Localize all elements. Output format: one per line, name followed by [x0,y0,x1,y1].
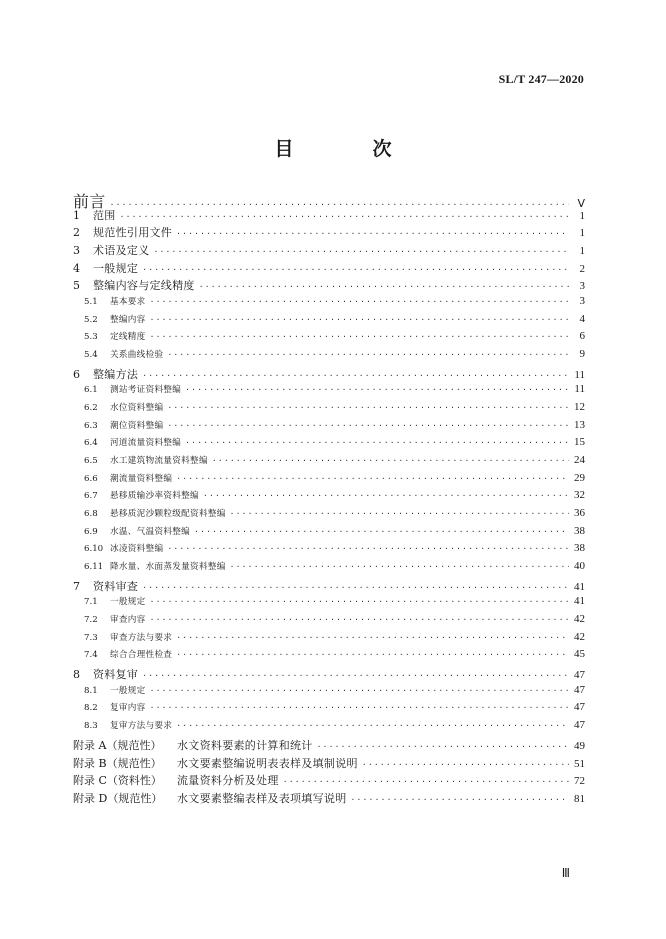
toc-entry-number: 1 [73,208,80,222]
toc-entry-page: 12 [574,401,585,414]
toc-entry[interactable] [73,366,585,384]
toc-entry-page: 11 [574,368,585,381]
toc-entry-title: 水文要素整编表样及表项填写说明 [177,791,347,805]
toc-entry-page: 2 [579,262,585,275]
toc-entry-title: 整编内容与定线精度 [93,279,195,293]
dot-leader [203,491,569,500]
dot-leader [150,332,569,341]
toc-entry-page: 1 [579,227,585,240]
toc-entry-title: 综合合理性检查 [110,650,173,661]
toc-entry-title: 审查内容 [110,615,146,626]
toc-entry[interactable] [73,666,585,684]
toc-entry-title: 水文资料要素的计算和统计 [177,738,313,752]
toc-entry-number: 8.2 [84,703,98,714]
toc-entry[interactable] [73,719,585,737]
dot-leader [150,703,569,712]
toc-entry-number: 6.7 [84,491,98,502]
toc-entry-page: 81 [574,792,585,805]
toc-entry[interactable] [73,631,585,649]
toc-entry-page: 24 [574,454,585,467]
toc-entry-number: 6.2 [84,403,98,414]
toc-entry[interactable] [73,383,585,401]
toc-entry[interactable] [73,436,585,454]
toc-entry-title: 资料复审 [93,668,139,682]
toc-entry-number: 3 [73,244,80,258]
dot-leader [167,421,569,430]
toc-entry-page: 42 [574,630,585,643]
dot-leader [150,615,569,624]
toc-entry-title: 悬移质输沙率资料整编 [110,491,199,502]
dot-leader [142,265,569,274]
toc-entry-number: 7.2 [84,615,98,626]
toc-entry[interactable] [73,260,585,278]
toc-entry-number: 5.2 [84,314,98,325]
toc-entry-number: 6.10 [84,544,104,555]
toc-entry-number: 6.3 [84,420,98,431]
toc-entry[interactable] [73,701,585,719]
toc-entry-number: 4 [73,261,80,275]
toc-entry[interactable] [73,578,585,596]
toc-entry-title: 潮流量资料整编 [110,473,173,484]
toc-entry-number: 6.1 [84,385,98,396]
dot-leader [150,597,569,606]
toc-entry-title: 复审内容 [110,703,146,714]
toc-entry-title: 一般规定 [110,685,146,696]
toc-entry[interactable] [73,595,585,613]
toc-entry[interactable] [73,542,585,560]
toc-entry-number: 6.9 [84,526,98,537]
dot-leader [167,544,569,553]
toc-entry[interactable] [73,507,585,525]
dot-leader [150,297,569,306]
dot-leader [142,583,569,592]
page-title: 目 次 [274,138,422,160]
dot-leader [142,371,569,380]
toc-entry-page: 3 [579,280,585,293]
toc-entry-page: 41 [574,580,585,593]
dot-leader [176,474,569,483]
toc-entry-title: 水工建筑物流量资料整编 [110,456,208,467]
toc-entry-title: 冰凌资料整编 [110,544,164,555]
toc-entry-title: 复审方法与要求 [110,721,173,732]
toc-entry-page: 47 [574,683,585,696]
dot-leader [142,671,569,680]
dot-leader [176,633,569,642]
toc-entry-page: 3 [579,295,585,308]
dot-leader [351,795,570,804]
dot-leader [110,200,569,209]
toc-entry-page: 47 [574,669,585,682]
toc-entry[interactable] [73,648,585,666]
toc-entry[interactable] [73,489,585,507]
dot-leader [283,777,569,786]
toc-entry-number: 6.6 [84,473,98,484]
toc-entry[interactable] [73,348,585,366]
dot-leader [167,403,569,412]
toc-entry-number: 附录 C（资料性） [73,774,162,788]
toc-entry-page: 6 [579,330,585,343]
toc-entry-page: 72 [574,775,585,788]
toc-entry[interactable] [73,224,585,242]
toc-entry[interactable] [73,613,585,631]
toc-entry-number: 6 [73,367,80,381]
dot-leader [199,282,569,291]
toc-entry-page: 9 [579,348,585,361]
dot-leader [185,438,569,447]
toc-entry[interactable] [73,207,585,225]
toc-entry-page: 11 [574,383,585,396]
dot-leader [362,760,569,769]
toc-entry-number: 7.3 [84,632,98,643]
toc-entry-page: 40 [574,560,585,573]
toc-entry-title: 测站考证资料整编 [110,385,182,396]
toc-entry-title: 流量资料分析及处理 [177,774,279,788]
toc-entry[interactable] [73,790,585,808]
toc-entry-page: 29 [574,471,585,484]
toc-entry-title: 潮位资料整编 [110,420,164,431]
toc-entry-title: 河道流量资料整编 [110,438,182,449]
dot-leader [176,721,569,730]
table-of-contents [73,189,585,808]
dot-leader [167,350,569,359]
toc-entry-page: 1 [579,209,585,222]
toc-entry-title: 审查方法与要求 [110,632,173,643]
toc-entry-title: 整编内容 [110,314,146,325]
toc-entry-number: 6.5 [84,456,98,467]
toc-entry[interactable] [73,419,585,437]
toc-entry-number: 6.11 [84,562,104,573]
dot-leader [176,229,569,238]
dot-leader [194,527,569,536]
dot-leader [154,247,570,256]
toc-entry-page: 38 [574,524,585,537]
document-code: SL/T 247—2020 [498,72,584,86]
dot-leader [150,686,569,695]
dot-leader [176,650,569,659]
toc-entry-page: 15 [574,436,585,449]
toc-entry-title: 前言 [73,192,106,211]
toc-entry[interactable] [73,330,585,348]
dot-leader [120,212,569,221]
toc-entry-number: 6.8 [84,509,98,520]
toc-entry-page: 41 [574,595,585,608]
toc-entry-number: 5 [73,279,80,293]
toc-entry[interactable] [73,295,585,313]
toc-entry[interactable] [73,684,585,702]
dot-leader [230,509,569,518]
toc-entry-title: 悬移质泥沙颗粒级配资料整编 [110,509,226,520]
dot-leader [212,456,569,465]
toc-entry[interactable] [73,189,585,211]
toc-entry-page: 38 [574,542,585,555]
toc-entry[interactable] [73,472,585,490]
toc-entry-page: Ⅴ [577,198,585,210]
toc-entry[interactable] [73,454,585,472]
toc-entry-title: 范围 [93,208,116,222]
toc-entry-page: 47 [574,719,585,732]
toc-entry[interactable] [73,525,585,543]
toc-entry-number: 附录 D（规范性） [73,791,163,805]
toc-entry-title: 一般规定 [93,261,139,275]
toc-entry-title: 定线精度 [110,332,146,343]
toc-entry-title: 关系曲线检验 [110,350,164,361]
toc-entry-page: 51 [574,757,585,770]
toc-entry[interactable] [73,772,585,790]
dot-leader [230,562,569,571]
toc-entry-number: 6.4 [84,438,98,449]
toc-entry-title: 水位资料整编 [110,403,164,414]
toc-entry[interactable] [73,560,585,578]
toc-entry-page: 45 [574,648,585,661]
toc-entry-title: 规范性引用文件 [93,226,173,240]
toc-entry-number: 5.1 [84,297,98,308]
toc-entry-number: 5.3 [84,332,98,343]
toc-entry-title: 降水量、水面蒸发量资料整编 [110,562,226,573]
toc-entry[interactable] [73,313,585,331]
toc-entry[interactable] [73,737,585,755]
toc-entry-page: 1 [579,245,585,258]
toc-entry-title: 整编方法 [93,367,139,381]
dot-leader [150,315,569,324]
toc-entry-number: 附录 B（规范性） [73,756,162,770]
dot-leader [317,742,569,751]
dot-leader [185,385,569,394]
toc-entry-page: 4 [579,312,585,325]
toc-entry-title: 术语及定义 [93,244,150,258]
toc-entry-number: 5.4 [84,350,98,361]
toc-entry-number: 8.1 [84,685,98,696]
toc-entry[interactable] [73,277,585,295]
toc-entry[interactable] [73,242,585,260]
toc-entry-title: 水温、气温资料整编 [110,526,191,537]
toc-entry-number: 7.4 [84,650,98,661]
page-number: Ⅲ [561,866,570,880]
toc-entry-page: 42 [574,613,585,626]
toc-entry-number: 8.3 [84,721,98,732]
toc-entry[interactable] [73,755,585,773]
toc-entry[interactable] [73,401,585,419]
toc-entry-page: 13 [574,418,585,431]
toc-entry-title: 水文要素整编说明表表样及填制说明 [177,756,358,770]
toc-entry-page: 36 [574,507,585,520]
toc-entry-number: 2 [73,226,80,240]
toc-entry-page: 49 [574,739,585,752]
toc-entry-title: 基本要求 [110,297,146,308]
toc-entry-page: 47 [574,701,585,714]
toc-entry-number: 7 [73,579,80,593]
toc-entry-page: 32 [574,489,585,502]
toc-entry-number: 7.1 [84,597,98,608]
toc-entry-number: 8 [73,668,80,682]
toc-entry-title: 一般规定 [110,597,146,608]
toc-entry-number: 附录 A（规范性） [73,738,162,752]
toc-entry-title: 资料审查 [93,579,139,593]
